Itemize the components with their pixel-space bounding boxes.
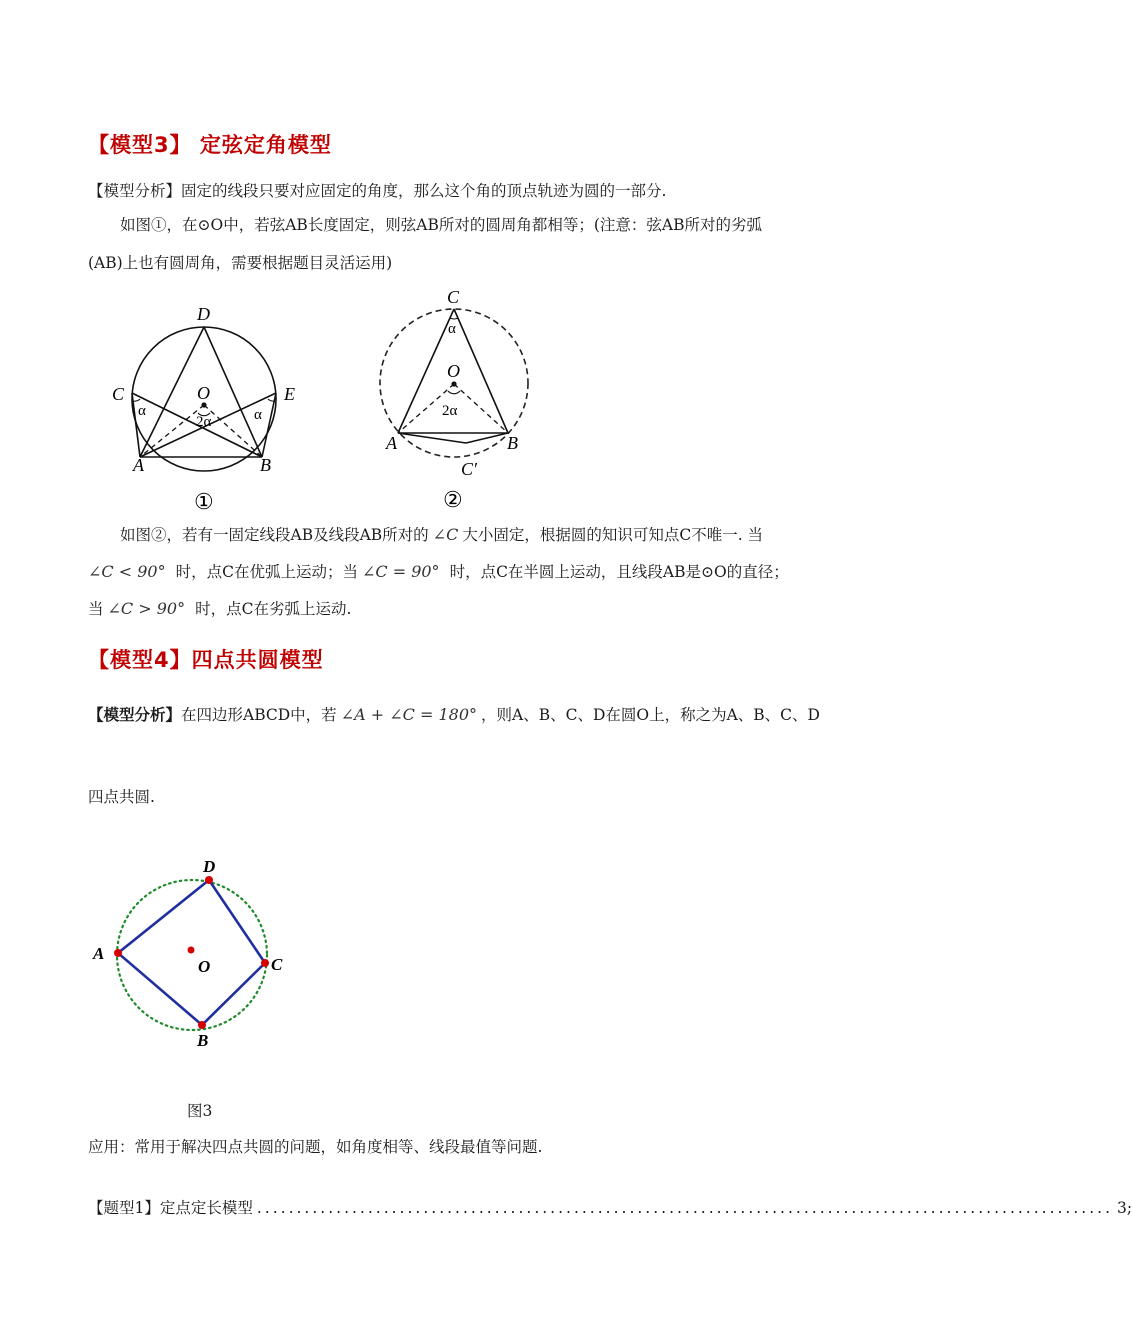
model3-para1-line2: (AB)上也有圆周角，需要根据题目灵活运用) — [88, 254, 393, 272]
fig3-point-D — [205, 876, 213, 884]
fig3-label-O: O — [198, 957, 211, 976]
fig2-label-C: C — [447, 287, 460, 307]
fig3-point-A — [114, 949, 122, 957]
fig1-label-O: O — [197, 383, 210, 403]
model3-para2-line1 — [120, 524, 763, 546]
fig3-point-B — [198, 1021, 206, 1029]
para2-text-b: 大小固定，根据圆的知识可知点C不唯一. 当 — [462, 526, 764, 544]
fig2-label-C-prime: C′ — [461, 459, 477, 479]
model3-para1-line1: 如图①，在⊙O中，若弦AB长度固定，则弦AB所对的圆周角都相等；(注意：弦AB所对的劣弧 — [120, 216, 762, 234]
math-angle-eq-90: ∠C = 90° — [361, 562, 440, 581]
model3-para2-line3 — [88, 598, 351, 620]
para2-line2-text-b: 时，点C在半圆上运动，且线段AB是⊙O的直径； — [449, 563, 789, 581]
fig3-label-C: C — [271, 955, 283, 974]
model3-analysis — [88, 180, 666, 202]
fig1-label-A: A — [133, 455, 144, 475]
model4-analysis-label: 【模型分析】 — [88, 705, 182, 724]
fig1-label-D: D — [197, 304, 210, 324]
model4-application: 应用：常用于解决四点共圆的问题，如角度相等、线段最值等问题. — [88, 1138, 543, 1156]
model4-analysis — [88, 704, 820, 726]
math-angle-lt-90: ∠C < 90° — [88, 562, 166, 581]
fig2-label-B: B — [507, 433, 518, 453]
toc-entry[interactable] — [88, 1196, 1132, 1218]
figure-3-caption: 图3 — [187, 1102, 213, 1120]
toc-entry-page: 3; — [1117, 1199, 1132, 1217]
model4-analysis-line2: 四点共圆. — [88, 788, 155, 806]
math-angle-sum: ∠A + ∠C = 180° — [340, 705, 477, 724]
fig2-label-A: A — [386, 433, 397, 453]
fig3-label-B: B — [197, 1031, 209, 1050]
model4-analysis-text-a: 在四边形ABCD中，若 — [181, 706, 337, 724]
para2-line3-text-b: 时，点C在劣弧上运动. — [195, 600, 352, 618]
analysis-text: 固定的线段只要对应固定的角度，那么这个角的顶点轨迹为圆的一部分. — [181, 182, 667, 200]
para2-line2-text-a: 时，点C在优弧上运动；当 — [175, 563, 358, 581]
para2-text-a: 如图②，若有一固定线段AB及线段AB所对的 — [120, 526, 429, 544]
fig1-label-alpha-right: α — [254, 407, 262, 423]
fig3-dotted-circle — [117, 880, 267, 1030]
figure-3 — [85, 845, 300, 1055]
fig3-point-C — [261, 959, 269, 967]
model4-analysis-text-b: ，则A、B、C、D在圆O上，称之为A、B、C、D — [481, 706, 820, 724]
model4-heading: 【模型4】四点共圆模型 — [88, 648, 324, 672]
fig1-label-E: E — [284, 384, 295, 404]
fig1-label-B: B — [260, 455, 271, 475]
math-angle-C: ∠C — [432, 525, 459, 544]
fig1-label-2alpha: 2α — [196, 414, 212, 430]
fig3-label-A: A — [93, 944, 105, 963]
figure-1 — [100, 295, 315, 515]
toc-entry-title: 【题型1】定点定长模型 — [88, 1199, 253, 1217]
fig2-caption: ② — [443, 487, 463, 512]
analysis-label: 【模型分析】 — [88, 182, 182, 200]
math-angle-gt-90: ∠C > 90° — [107, 599, 186, 618]
toc-dot-leader: ............................................................................................................ — [256, 1199, 1113, 1217]
fig3-label-D: D — [203, 857, 216, 876]
fig1-caption: ① — [194, 489, 214, 514]
fig2-label-alpha: α — [448, 321, 456, 337]
figure-2 — [370, 283, 545, 515]
fig1-label-alpha-left: α — [138, 403, 146, 419]
model3-para2-line2 — [88, 561, 789, 583]
fig2-label-2alpha: 2α — [442, 403, 458, 419]
fig1-label-C: C — [112, 384, 125, 404]
para2-line3-text-a: 当 — [88, 600, 104, 618]
fig2-label-O: O — [447, 361, 460, 381]
fig3-point-O — [188, 947, 195, 954]
model3-heading: 【模型3】 定弦定角模型 — [88, 133, 332, 157]
